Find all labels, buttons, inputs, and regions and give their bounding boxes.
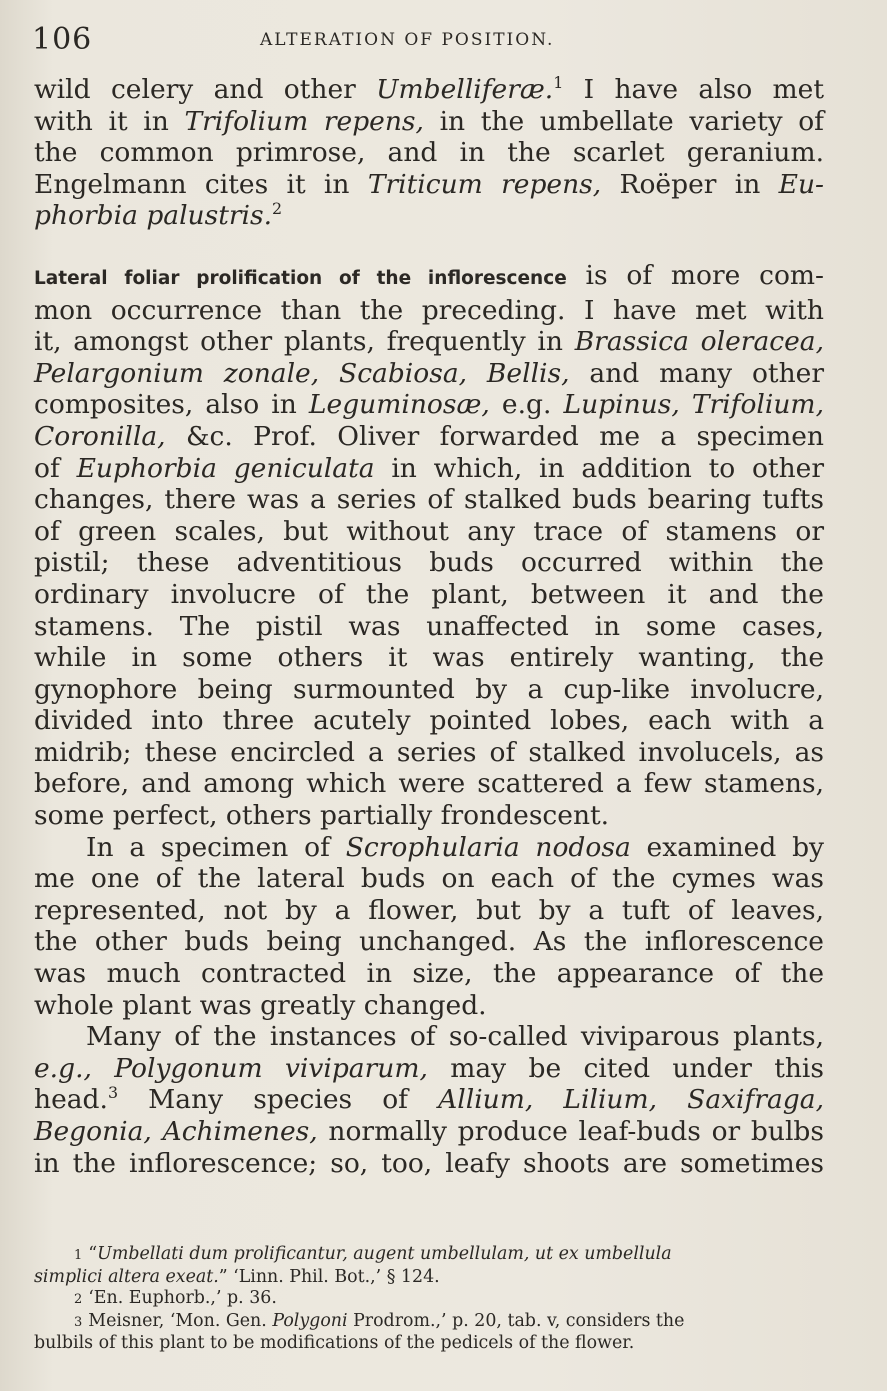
text-line: Lateral foliar prolification of the inflorescence is of more com- bbox=[34, 259, 825, 291]
section-heading: Lateral foliar prolification of the inflorescence bbox=[34, 267, 567, 289]
text-line: it, amongst other plants, frequently in Brassica oleracea, bbox=[34, 326, 825, 358]
text-line: composites, also in Leguminosæ, e.g. Lupinus, Trifolium, bbox=[34, 389, 824, 421]
footnote-number: 1 bbox=[74, 1248, 83, 1263]
text-line: Many of the instances of so-called viviparous plants, bbox=[86, 1021, 824, 1053]
text-line: of green scales, but without any trace of stamens or bbox=[34, 515, 824, 547]
page-body bbox=[34, 74, 824, 1179]
text-line: the common primrose, and in the scarlet geranium. bbox=[34, 137, 824, 169]
text-line: changes, there was a series of stalked buds bearing tufts bbox=[34, 484, 824, 516]
text-line: head.$^3$ Many species of Allium, Lilium, Saxifraga, bbox=[34, 1083, 824, 1116]
text-line: In a specimen of Scrophularia nodosa examined by bbox=[86, 831, 824, 863]
footnotes bbox=[34, 1244, 824, 1355]
text-line: midrib; these encircled a series of stalked involucels, as bbox=[34, 736, 824, 768]
page-number: 106 bbox=[32, 22, 93, 57]
text-line: gynophore being surmounted by a cup-like involucre, bbox=[34, 673, 824, 705]
text-line: some perfect, others partially frondescent. bbox=[34, 800, 610, 832]
text-line: stamens. The pistil was unaffected in some cases, bbox=[34, 610, 824, 642]
footnote-2: 2 ‘En. Euphorb.,’ p. 36. bbox=[74, 1288, 277, 1308]
text-line: Coronilla, &c. Prof. Oliver forwarded me a specimen bbox=[34, 420, 824, 452]
text-line: wild celery and other Umbelliferæ.$^1$ I have also met bbox=[34, 73, 824, 105]
text-line: phorbia palustris.$^2$ bbox=[34, 199, 283, 232]
text-line: before, and among which were scattered a few stamens, bbox=[34, 768, 824, 800]
paragraph-viviparous bbox=[34, 1021, 824, 1179]
running-head: ALTERATION OF POSITION. bbox=[260, 30, 555, 50]
footnote-number: 3 bbox=[74, 1314, 83, 1330]
page-header bbox=[32, 22, 827, 62]
text-line: represented, not by a flower, but by a tuft of leaves, bbox=[34, 894, 824, 926]
footnote-3-continued: bulbils of this plant to be modifications of the pedicels of the flower. bbox=[34, 1333, 635, 1353]
paragraph-lateral-foliar-prolification bbox=[34, 260, 824, 832]
paragraph-wild-celery bbox=[34, 74, 824, 232]
text-line: me one of the lateral buds on each of the cymes was bbox=[34, 863, 824, 895]
text-line: Pelargonium zonale, Scabiosa, Bellis, and many other bbox=[34, 357, 825, 389]
footnote-1: 1 “Umbellati dum prolificantur, augent umbellulam, ut ex umbellula bbox=[74, 1244, 672, 1264]
text-line: with it in Trifolium repens, in the umbellate variety of bbox=[34, 105, 824, 137]
text-line: pistil; these adventitious buds occurred within the bbox=[34, 547, 824, 579]
text-line: was much contracted in size, the appearance of the bbox=[34, 958, 824, 990]
text-line: in the inflorescence; so, too, leafy shoots are sometimes bbox=[34, 1147, 824, 1179]
footnote-3: 3 Meisner, ‘Mon. Gen. Polygoni Prodrom.,’ p. 20, tab. v, considers the bbox=[74, 1310, 685, 1331]
text-line: ordinary involucre of the plant, between it and the bbox=[34, 578, 824, 610]
footnote-1-continued: simplici altera exeat.” ‘Linn. Phil. Bot.,’ § 124. bbox=[34, 1266, 440, 1287]
footnote-number: 2 bbox=[74, 1292, 83, 1307]
text-line: Begonia, Achimenes, normally produce leaf-buds or bulbs bbox=[34, 1116, 824, 1147]
text-line: whole plant was greatly changed. bbox=[34, 989, 487, 1021]
paragraph-scrophularia bbox=[34, 832, 824, 1022]
text-line: e.g., Polygonum viviparum, may be cited under this bbox=[34, 1052, 825, 1084]
text-line: mon occurrence than the preceding. I have met with bbox=[34, 294, 824, 326]
text-line: Engelmann cites it in Triticum repens, Roëper in Eu- bbox=[34, 168, 824, 200]
text-line: of Euphorbia geniculata in which, in addition to other bbox=[34, 452, 825, 484]
text-line: while in some others it was entirely wanting, the bbox=[34, 642, 824, 674]
text-line: divided into three acutely pointed lobes, each with a bbox=[34, 705, 824, 737]
text-line: the other buds being unchanged. As the inflorescence bbox=[34, 926, 824, 958]
